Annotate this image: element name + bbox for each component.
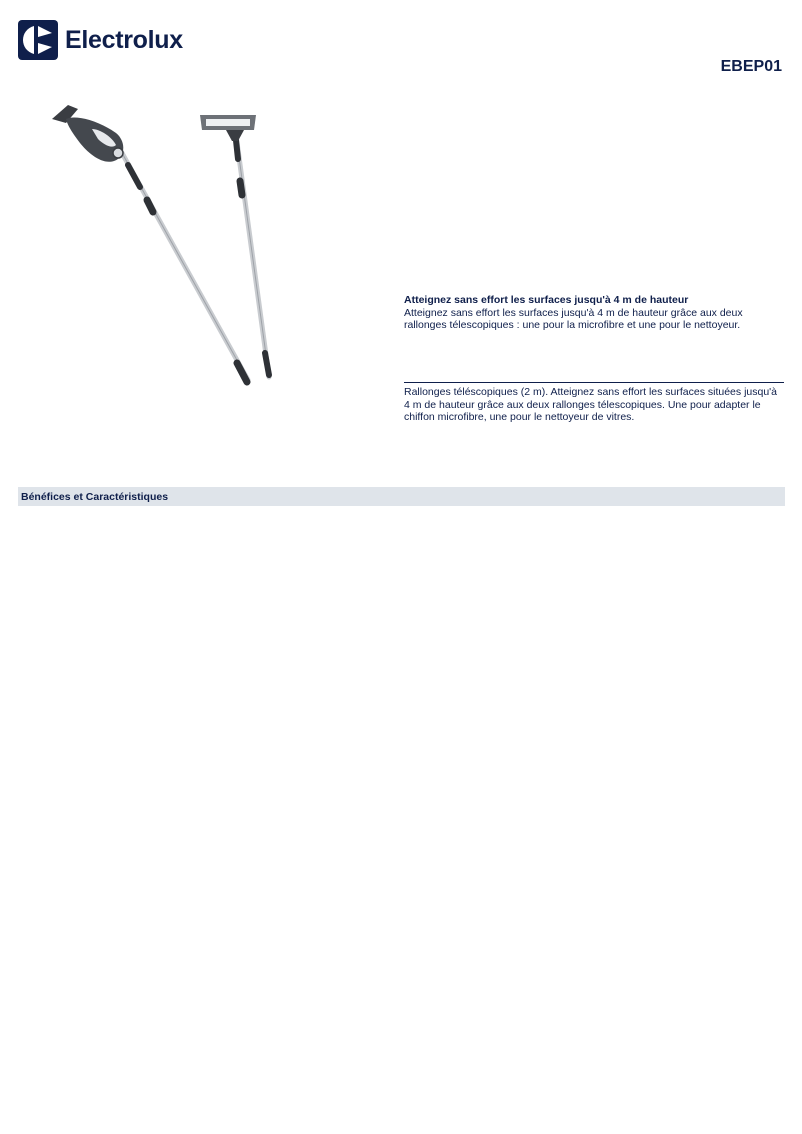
electrolux-logo-icon xyxy=(18,20,58,60)
divider xyxy=(404,382,784,383)
brand-name: Electrolux xyxy=(65,26,183,54)
headline-text: Atteignez sans effort les surfaces jusqu'à 4 m de hauteur grâce aux deux rallonges télescopiques : une pour la microfibre et une pour le nettoyeur. xyxy=(404,306,743,331)
headline-block xyxy=(404,294,784,332)
telescopic-extension-poles-image xyxy=(40,95,290,395)
brand-logo xyxy=(18,20,183,60)
headline-title: Atteignez sans effort les surfaces jusqu'à 4 m de hauteur xyxy=(404,294,689,306)
product-description: Rallonges téléscopiques (2 m). Atteignez sans effort les surfaces situées jusqu'à 4 m de hauteur grâce aux deux rallonges télescopiques. Une pour adapter le chiffon microfibre, une pour le nettoyeur de vitres. xyxy=(404,386,778,423)
model-number: EBEP01 xyxy=(720,58,782,75)
section-title: Bénéfices et Caractéristiques xyxy=(21,490,169,503)
section-header xyxy=(18,487,785,506)
